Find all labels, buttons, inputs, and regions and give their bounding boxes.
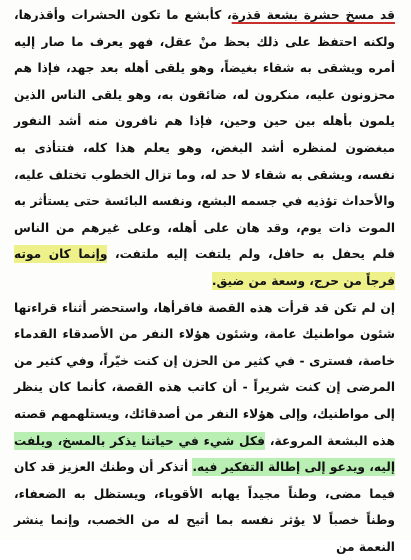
yellow-highlight: وإنما كان موته فرجاً من حرج، وسعة من ضيق. (14, 247, 395, 288)
paragraph-1 (14, 2, 395, 295)
body-text (14, 2, 395, 560)
paragraph-2-text-end: أتذكر أن وطنك العزيز قد كان فيما مضى، وطناً مجيداً يهابه الأقوياء، ويستظل به الضعفاء، وطناً خصباً لا يؤثر نفسه بما أتيح له من الخصب، وإنما ينشر النعمة من (14, 460, 395, 554)
underlined-phrase: قد مسخ حشرة بشعة قذرة (231, 8, 395, 22)
paragraph-2-text-start: إن لم تكن قد قرأت هذه القصة فاقرأها، واستحضر أثناء قراءتها شئون مواطنيك عامة، وشئون هؤلاء النفر من الأصدقاء القدماء خاصة، فسترى - في كثير من الحزن إن كنت خيّراً، وفي كثير من المرضى إن كنت شريراً - أن كاتب هذه القصة، كأنما كان ينظر إلى مواطنيك، وإلى هؤلاء النفر من أصدقائك، ويستلهمهم قصته هذه البشعة المروعة، (14, 300, 396, 448)
paragraph-2 (14, 295, 395, 560)
green-highlight: فكل شيء في حياتنا يذكر بالمسخ، ويلفت إليه، ويدعو إلى إطالة التفكير فيه. (14, 433, 395, 475)
paragraph-1-text: ، كأبشع ما تكون الحشرات وأقذرها، ولكنه احتفظ على ذلك بحظ منْ عقل، فهو يعرف ما صار إليه أمره ويشقى به شقاء بغيضاً، وهو يلقى أهله بعد جهد، فإذا هم محزونون عليه، منكرون له، ضائقون به، وهو يلقى الناس الذين يلمون بأهله بين حين وحين، فإذا هم نافرون منه أشد النفور مبغضون لمنظره أشد البغض، وهو يعلم هذا كله، فتتأذى به نفسه، ويشقى به شقاء لا حد له، وما تزال الخطوب تختلف عليه، والأحداث تؤذيه في جسمه البشع، ونفسه البائسة حتى يستأثر به الموت ذات يوم، وقد هان على أهله، وعلى غيرهم من الناس فلم يحفل به حافل، ولم يلتفت إليه ملتفت، (14, 8, 395, 262)
